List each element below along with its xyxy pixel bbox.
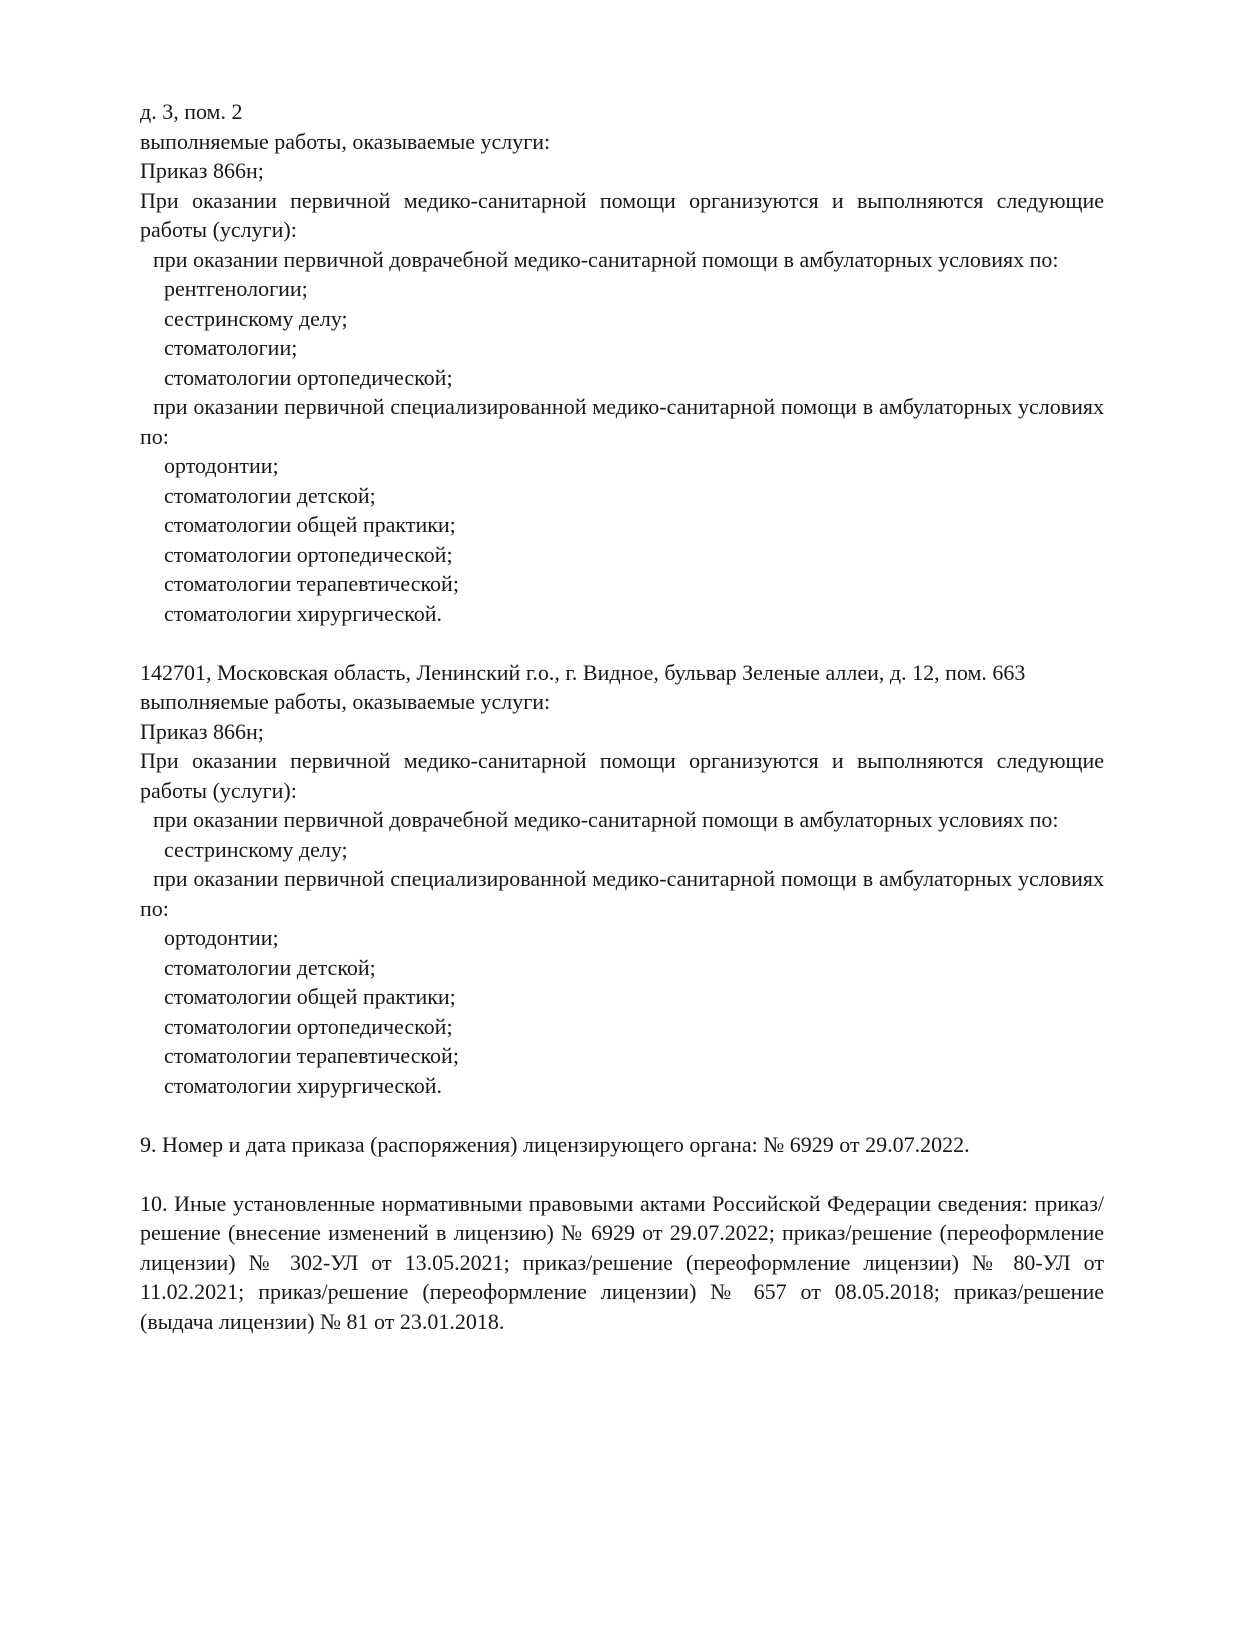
service-item: стоматологии общей практики; <box>164 984 456 1009</box>
address-line: 142701, Московская область, Ленинский г.о., г. Видное, бульвар Зеленые аллеи, д. 12, пом. 663 <box>140 659 1026 685</box>
clause-10: 10. Иные установленные нормативными правовыми актами Российской Федерации сведения: приказ/решение (внесение изменений в лицензию) № 6929 от 29.07.2022; приказ/решение (переоформление лицензии) № 302-УЛ от 13.05.2021; приказ/решение (переоформление лицензии) № 80-УЛ от 11.02.2021; приказ/решение (переоформление лицензии) № 657 от 08.05.2018; приказ/решение (выдача лицензии) № 81 от 23.01.2018. <box>140 1190 1104 1334</box>
service-item: сестринскому делу; <box>164 836 348 862</box>
service-item: стоматологии; <box>164 335 298 360</box>
service-item: стоматологии детской; <box>164 482 376 508</box>
intro-paragraph: При оказании первичной медико-санитарной помощи организуются и выполняются следующие работы (услуги): <box>140 187 1104 242</box>
subsection-heading: при оказании первичной специализированной медико-санитарной помощи в амбулаторных условиях по: <box>140 394 1104 449</box>
service-item: стоматологии ортопедической; <box>164 364 453 390</box>
service-item: стоматологии терапевтической; <box>164 1043 459 1068</box>
service-item: стоматологии ортопедической; <box>164 1013 453 1039</box>
service-item: стоматологии хирургической. <box>164 1072 442 1098</box>
service-item: стоматологии ортопедической; <box>164 541 453 567</box>
subsection-heading: при оказании первичной доврачебной медико-санитарной помощи в амбулаторных условиях по: <box>153 246 1059 272</box>
service-item: стоматологии хирургической. <box>164 600 442 626</box>
service-item: стоматологии терапевтической; <box>164 571 459 596</box>
subsection-heading: при оказании первичной специализированной медико-санитарной помощи в амбулаторных условиях по: <box>140 866 1104 921</box>
service-item: сестринскому делу; <box>164 305 348 331</box>
order-reference: Приказ 866н; <box>140 718 264 744</box>
order-reference: Приказ 866н; <box>140 158 264 183</box>
service-item: ортодонтии; <box>164 925 279 950</box>
clause-9: 9. Номер и дата приказа (распоряжения) лицензирующего органа: № 6929 от 29.07.2022. <box>140 1131 970 1157</box>
address-continuation: д. 3, пом. 2 <box>140 99 243 124</box>
service-item: стоматологии детской; <box>164 954 376 980</box>
service-item: ортодонтии; <box>164 453 279 478</box>
subsection-heading: при оказании первичной доврачебной медико-санитарной помощи в амбулаторных условиях по: <box>153 807 1059 832</box>
license-document-text <box>140 97 1104 1336</box>
intro-paragraph: При оказании первичной медико-санитарной помощи организуются и выполняются следующие работы (услуги): <box>140 748 1104 803</box>
service-item: рентгенологии; <box>164 276 308 301</box>
works-services-label: выполняемые работы, оказываемые услуги: <box>140 689 551 714</box>
service-item: стоматологии общей практики; <box>164 512 456 537</box>
works-services-label: выполняемые работы, оказываемые услуги: <box>140 128 551 154</box>
